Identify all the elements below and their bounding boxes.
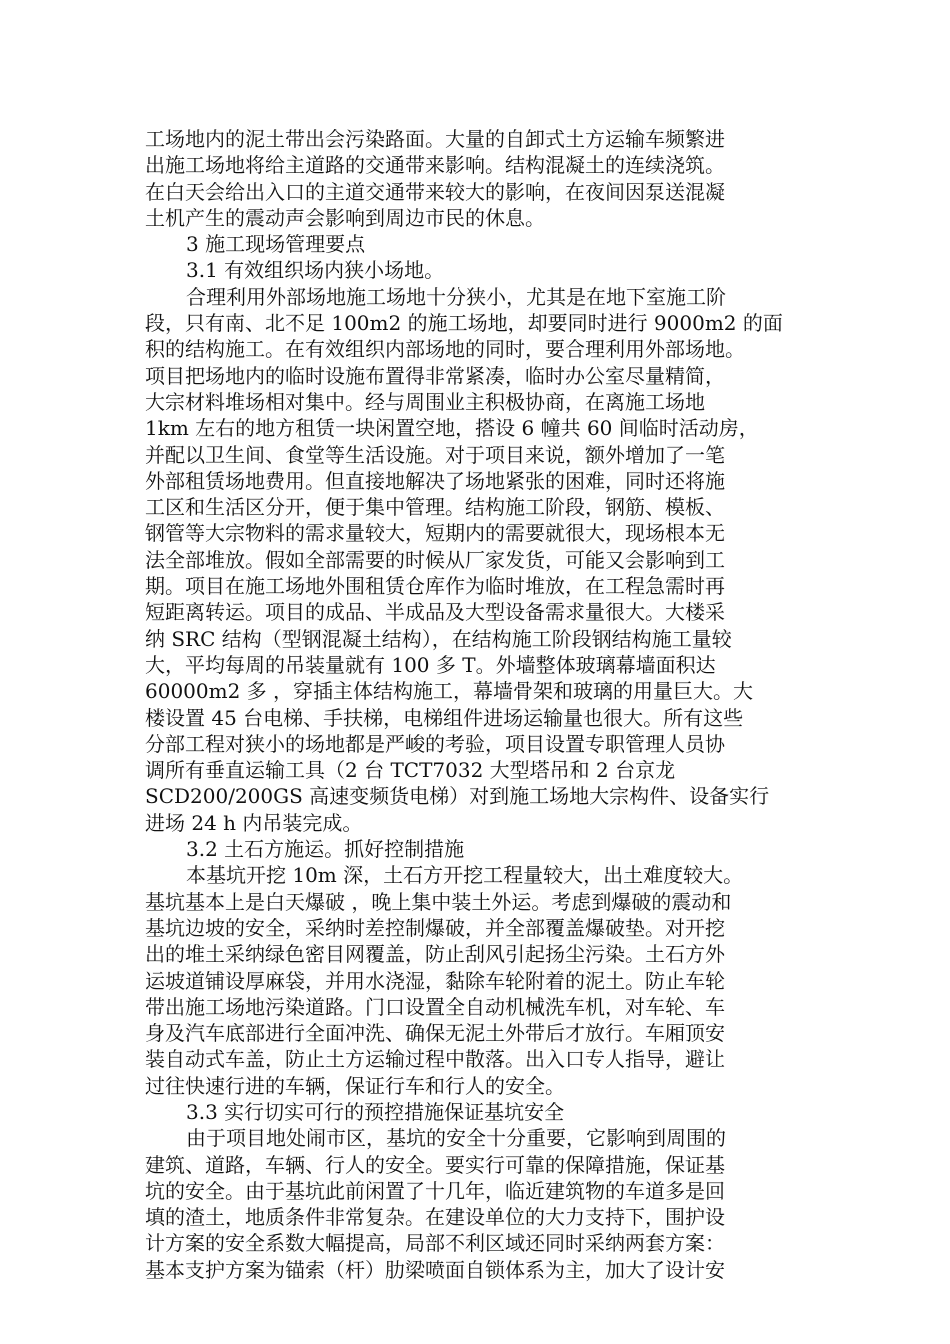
paragraph-first-line: 本基坑开挖 10m 深，土石方开挖工程量较大，出土难度较大。 [186, 863, 744, 888]
text-line: 身及汽车底部进行全面冲洗、确保无泥土外带后才放行。车厢顶安 [145, 1021, 725, 1046]
text-line: 带出施工场地污染道路。门口设置全自动机械洗车机，对车轮、车 [145, 994, 725, 1019]
paragraph-first-line: 3.3 实行切实可行的预控措施保证基坑安全 [186, 1099, 565, 1124]
text-line: 基坑基本上是白天爆破 ，晚上集中装土外运。考虑到爆破的震动和 [145, 889, 732, 914]
text-line: 60000m2 多 ，穿插主体结构施工，幕墙骨架和玻璃的用量巨大。大 [145, 679, 754, 704]
text-line: 进场 24 h 内吊装完成。 [145, 810, 363, 835]
text-line: 短距离转运。项目的成品、半成品及大型设备需求量很大。大楼采 [145, 600, 725, 625]
paragraph-first-line: 由于项目地处闹市区，基坑的安全十分重要，它影响到周围的 [186, 1126, 726, 1151]
text-line: SCD200/200GS 高速变频货电梯）对到施工场地大宗构件、设备实行 [145, 784, 770, 809]
text-line: 过往快速行进的车辆，保证行车和行人的安全。 [145, 1073, 565, 1098]
text-line: 基坑边坡的安全，采纳时差控制爆破，并全部覆盖爆破垫。对开挖 [145, 915, 725, 940]
text-line: 计方案的安全系数大幅提高，局部不利区域还同时采纳两套方案： [145, 1231, 725, 1256]
text-line: 工场地内的泥土带出会污染路面。大量的自卸式土方运输车频繁进 [145, 127, 725, 151]
text-line: 填的渣土，地质条件非常复杂。在建设单位的大力支持下，围护设 [145, 1205, 725, 1230]
text-line: 项目把场地内的临时设施布置得非常紧凑，临时办公室尽量精简， [145, 363, 725, 388]
text-line: 法全部堆放。假如全部需要的时候从厂家发货，可能又会影响到工 [145, 547, 725, 572]
text-line: 基本支护方案为锚索（杆）肋梁喷面自锁体系为主，加大了设计安 [145, 1257, 725, 1282]
text-line: 工区和生活区分开，便于集中管理。结构施工阶段，钢筋、模板、 [145, 495, 725, 520]
text-line: 在白天会给出入口的主道交通带来较大的影响，在夜间因泵送混凝 [145, 179, 725, 204]
text-line: 出施工场地将给主道路的交通带来影响。结构混凝土的连续浇筑。 [145, 153, 725, 178]
text-line: 段，只有南、北不足 100m2 的施工场地，却要同时进行 9000m2 的面 [145, 311, 783, 336]
text-line: 积的结构施工。在有效组织内部场地的同时，要合理利用外部场地。 [145, 337, 745, 362]
paragraph-first-line: 3.1 有效组织场内狭小场地。 [186, 258, 445, 283]
text-line: 装自动式车盖，防止土方运输过程中散落。出入口专人指导，避让 [145, 1047, 725, 1072]
text-line: 大，平均每周的吊装量就有 100 多 T。外墙整体玻璃幕墙面积达 [145, 652, 716, 677]
paragraph-first-line: 合理利用外部场地施工场地十分狭小，尤其是在地下室施工阶 [186, 284, 726, 309]
paragraph-first-line: 3 施工现场管理要点 [186, 232, 366, 257]
document-body [145, 126, 810, 1283]
text-line: 外部租赁场地费用。但直接地解决了场地紧张的困难，同时还将施 [145, 468, 725, 493]
text-line: 调所有垂直运输工具（2 台 TCT7032 大型塔吊和 2 台京龙 [145, 758, 676, 783]
text-line: 期。项目在施工场地外围租赁仓库作为临时堆放，在工程急需时再 [145, 574, 725, 599]
text-line: 运坡道铺设厚麻袋，并用水浇湿，黏除车轮附着的泥土。防止车轮 [145, 968, 725, 993]
text-line: 钢管等大宗物料的需求量较大，短期内的需要就很大，现场根本无 [145, 521, 725, 546]
text-line: 大宗材料堆场相对集中。经与周围业主积极协商，在离施工场地 [145, 389, 705, 414]
text-line: 建筑、道路，车辆、行人的安全。要实行可靠的保障措施，保证基 [145, 1152, 725, 1177]
text-line: 1km 左右的地方租赁一块闲置空地，搭设 6 幢共 60 间临时活动房， [145, 416, 759, 441]
text-line: 并配以卫生间、食堂等生活设施。对于项目来说，额外增加了一笔 [145, 442, 725, 467]
text-line: 出的堆土采纳绿色密目网覆盖，防止刮风引起扬尘污染。土石方外 [145, 942, 725, 967]
text-line: 土机产生的震动声会影响到周边市民的休息。 [145, 205, 545, 230]
paragraph-first-line: 3.2 土石方施运。抓好控制措施 [186, 837, 465, 862]
text-line: 纳 SRC 结构（型钢混凝土结构），在结构施工阶段钢结构施工量较 [145, 626, 732, 651]
text-line: 分部工程对狭小的场地都是严峻的考验，项目设置专职管理人员协 [145, 731, 725, 756]
text-line: 楼设置 45 台电梯、手扶梯，电梯组件进场运输量也很大。所有这些 [145, 705, 744, 730]
text-line: 坑的安全。由于基坑此前闲置了十几年，临近建筑物的车道多是回 [145, 1178, 725, 1203]
